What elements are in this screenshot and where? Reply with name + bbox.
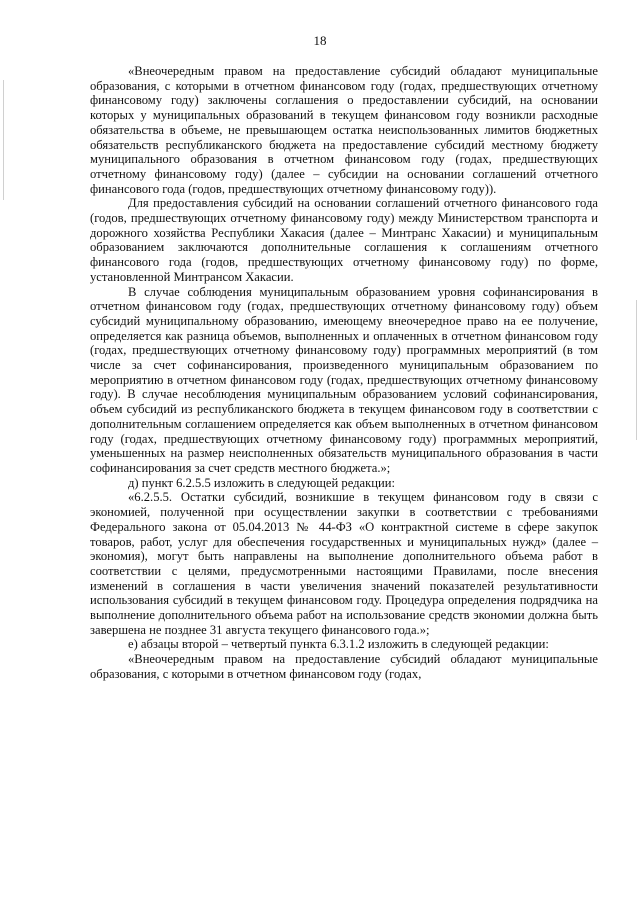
paragraph: В случае соблюдения муниципальным образованием уровня софинансирования в отчетном финансовом году (годах, предшествующих отчетному финансовому году) объем субсидий муниципальному образованию, имеющему внеочередное право на ее получение, определяется как разница объемов, выполненных и оплаченных в отчетном финансовом году (годах, предшествующих отчетному финансовому году) программных мероприятий (в том числе за счет софинансирования, произведенного муниципальным образованием по мероприятию в отчетном финансовом году (годах, предшествующих отчетному финансовому году). В случае несоблюдения муниципальным образованием условий софинансирования, объем субсидий из республиканского бюджета в текущем финансовом году в соответствии с дополнительным соглашением определяется как объем выполненных в отчетном финансовом году (годах, предшествующих отчетному финансовому году) программных мероприятий, уменьшенных на размер неисполненных обязательств муниципального образования в части софинансирования за счет средств местного бюджета.»; bbox=[90, 284, 598, 475]
paragraph: «Внеочередным правом на предоставление субсидий обладают муниципальные образования, с которыми в отчетном финансовом году (годах, предшествующих отчетному финансовому году) заключены соглашения о предоставлении субсидий, на основании которых у муниципальных образований в текущем финансовом году возникли расходные обязательства в объеме, не превышающем остатка неиспользованных лимитов бюджетных обязательств республиканского бюджета на предоставление субсидий местному бюджету муниципального образования в отчетном финансовом году (годах, предшествующих отчетному финансовому году) (далее – субсидии на основании соглашений отчетного финансового года (годов, предшествующих отчетному финансовому году)). bbox=[90, 64, 598, 196]
page-number: 18 bbox=[313, 33, 327, 48]
paragraph: Для предоставления субсидий на основании соглашений отчетного финансового года (годов, предшествующих отчетному финансовому году) между Министерством транспорта и дорожного хозяйства Республики Хакасия (далее – Минтранс Хакасии) и муниципальным образованием заключаются дополнительные соглашения к соглашениям отчетного финансового года (годов, предшествующих отчетному финансовому году) по форме, установленной Минтрансом Хакасии. bbox=[90, 196, 598, 284]
paragraph: «Внеочередным правом на предоставление субсидий обладают муниципальные образования, с которыми в отчетном финансовом году (годах, bbox=[90, 652, 598, 681]
paragraph: д) пункт 6.2.5.5 изложить в следующей редакции: bbox=[128, 475, 395, 490]
page-edge-mark-left bbox=[3, 80, 4, 200]
document-body bbox=[90, 64, 598, 682]
paragraph: е) абзацы второй – четвертый пункта 6.3.1.2 изложить в следующей редакции: bbox=[128, 637, 549, 652]
page-edge-mark-right bbox=[636, 300, 637, 440]
paragraph: «6.2.5.5. Остатки субсидий, возникшие в текущем финансовом году в связи с экономией, полученной при осуществлении закупки в соответствии с требованиями Федерального закона от 05.04.2013 № 44-ФЗ «О контрактной системе в сфере закупок товаров, работ, услуг для обеспечения государственных и муниципальных нужд» (далее – экономия), могут быть направлены на выполнение дополнительного объема работ в соответствии с целями, предусмотренными настоящими Правилами, после внесения изменений в соглашения в части увеличения значений показателей результативности использования субсидий в текущем финансовом году. Процедура определения подрядчика на выполнение дополнительного объема работ на использование средств экономии должна быть завершена не позднее 31 августа текущего финансового года.»; bbox=[90, 490, 598, 637]
